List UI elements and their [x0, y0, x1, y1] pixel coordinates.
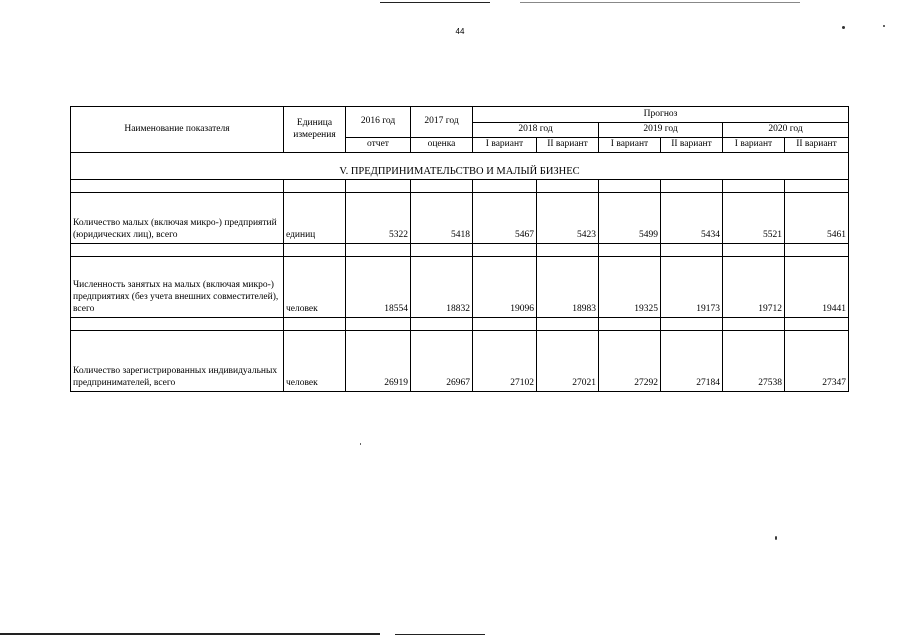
col-header-2017: 2017 год — [411, 107, 473, 138]
value-2019-v1: 27292 — [599, 331, 661, 392]
col-header-2019-variant-1: I вариант — [599, 138, 661, 153]
header-row-1 — [71, 107, 849, 123]
col-header-2020: 2020 год — [723, 123, 849, 138]
indicator-unit: единиц — [284, 193, 346, 244]
scan-artifact-bottom-left — [0, 633, 380, 635]
col-header-2018-variant-2: II вариант — [537, 138, 599, 153]
col-header-2018: 2018 год — [473, 123, 599, 138]
value-2018-v2: 27021 — [537, 331, 599, 392]
indicator-unit: человек — [284, 257, 346, 318]
value-2018-v1: 19096 — [473, 257, 537, 318]
indicator-unit: человек — [284, 331, 346, 392]
col-header-report: отчет — [346, 138, 411, 153]
col-header-2016: 2016 год — [346, 107, 411, 138]
col-header-2020-variant-2: II вариант — [785, 138, 849, 153]
table-row — [71, 193, 849, 244]
scan-artifact-top — [380, 2, 490, 3]
value-2016: 5322 — [346, 193, 411, 244]
section-title: V. ПРЕДПРИНИМАТЕЛЬСТВО И МАЛЫЙ БИЗНЕС — [71, 153, 849, 180]
col-header-name: Наименование показателя — [71, 107, 284, 153]
col-header-unit: Единица измерения — [284, 107, 346, 153]
col-header-2019: 2019 год — [599, 123, 723, 138]
col-header-2019-variant-2: II вариант — [661, 138, 723, 153]
value-2020-v2: 27347 — [785, 331, 849, 392]
value-2020-v2: 19441 — [785, 257, 849, 318]
value-2020-v1: 5521 — [723, 193, 785, 244]
value-2019-v1: 19325 — [599, 257, 661, 318]
section-row — [71, 153, 849, 180]
value-2018-v1: 5467 — [473, 193, 537, 244]
spacer-row — [71, 318, 849, 331]
value-2020-v1: 19712 — [723, 257, 785, 318]
scan-artifact-top-right — [520, 2, 800, 3]
value-2017: 5418 — [411, 193, 473, 244]
table-row — [71, 331, 849, 392]
value-2020-v1: 27538 — [723, 331, 785, 392]
indicator-name: Численность занятых на малых (включая микро-) предприятиях (без учета внешних совместителей), всего — [71, 257, 284, 318]
scan-speck — [883, 25, 885, 27]
col-header-estimate: оценка — [411, 138, 473, 153]
value-2020-v2: 5461 — [785, 193, 849, 244]
value-2019-v1: 5499 — [599, 193, 661, 244]
value-2018-v2: 5423 — [537, 193, 599, 244]
value-2018-v2: 18983 — [537, 257, 599, 318]
col-header-2018-variant-1: I вариант — [473, 138, 537, 153]
forecast-table — [70, 106, 849, 392]
spacer-row — [71, 180, 849, 193]
value-2019-v2: 27184 — [661, 331, 723, 392]
col-header-2020-variant-1: I вариант — [723, 138, 785, 153]
value-2019-v2: 19173 — [661, 257, 723, 318]
spacer-row — [71, 244, 849, 257]
scan-speck — [775, 536, 777, 540]
scan-artifact-bottom-mid — [395, 634, 485, 635]
scan-speck — [360, 443, 361, 445]
table-row — [71, 257, 849, 318]
value-2016: 18554 — [346, 257, 411, 318]
scan-speck — [842, 26, 845, 29]
page-number: 44 — [455, 27, 465, 36]
value-2018-v1: 27102 — [473, 331, 537, 392]
indicator-name: Количество малых (включая микро-) предприятий (юридических лиц), всего — [71, 193, 284, 244]
value-2016: 26919 — [346, 331, 411, 392]
col-header-forecast: Прогноз — [473, 107, 849, 123]
value-2017: 26967 — [411, 331, 473, 392]
indicator-name: Количество зарегистрированных индивидуальных предпринимателей, всего — [71, 331, 284, 392]
value-2017: 18832 — [411, 257, 473, 318]
value-2019-v2: 5434 — [661, 193, 723, 244]
